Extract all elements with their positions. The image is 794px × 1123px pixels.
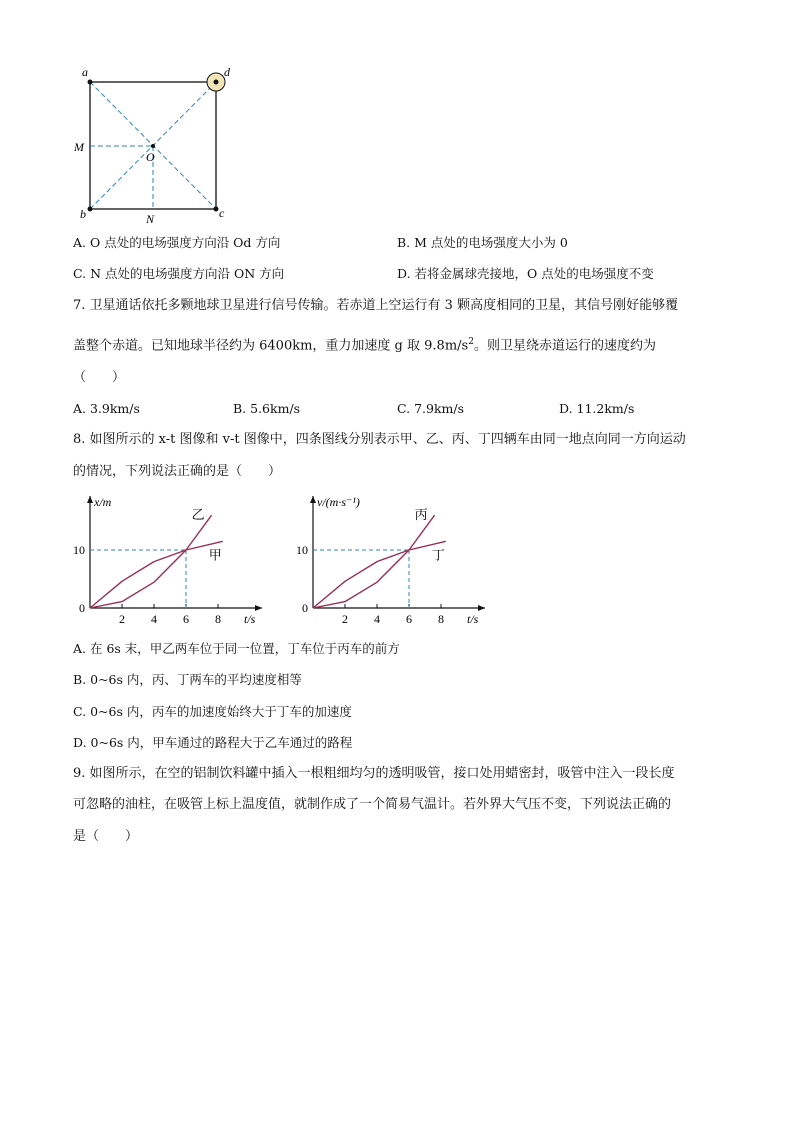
chart1-x-tick-label: 4 [374,612,380,626]
chart0-x-tick-label: 4 [151,612,157,626]
q6-option-c: C. N 点处的电场强度方向沿 ON 方向 [73,266,285,281]
chart1-x-tick-label: 2 [342,612,348,626]
q7-option-b: B. 5.6km/s [233,401,301,416]
chart0-series-0-line [90,515,212,608]
chart1-y-axis-label: v/(m·s⁻¹) [317,495,360,509]
chart0-x-tick-label: 8 [215,612,221,626]
chart1-x-tick-label: 8 [438,612,444,626]
chart0-y-axis-label: x/m [94,495,112,509]
point-b [88,207,93,212]
q8-stem-line-2: 的情况，下列说法正确的是（ ） [73,464,282,479]
chart0-x-tick-label: 6 [183,612,189,626]
q7-stem-line-2-end: 。则卫星绕赤道运行的速度约为 [473,338,656,354]
q9-stem-line-2: 可忽略的油柱，在吸管上标上温度值，就制作成了一个简易气温计。若外界大气压不变，下列说法正确的 [73,797,672,812]
q7-stem-line-1: 7. 卫星通话依托多颗地球卫星进行信号传输。若赤道上空运行有 3 颗高度相同的卫星，其信号刚好能够覆 [73,298,679,313]
q6-option-a: A. O 点处的电场强度方向沿 Od 方向 [73,235,281,250]
q9-stem-line-1: 9. 如图所示，在空的铝制饮料罐中插入一根粗细均匀的透明吸管，接口处用蜡密封，吸管中注入一段长度 [73,766,675,781]
chart1-origin-label: 0 [302,601,308,615]
label-d: d [224,65,230,79]
q8-option-b: B. 0~6s 内，丙、丁两车的平均速度相等 [73,672,302,687]
x-t-graph [70,490,275,630]
q9-stem-line-3: 是（ ） [73,829,139,844]
chart0-y-tick-label: 10 [73,543,85,557]
q7-option-d: D. 11.2km/s [559,401,635,416]
chart0-x-axis-label: t/s [244,612,256,626]
chart0-x-arrow [255,605,262,611]
label-c: c [219,206,225,220]
point-c [214,207,219,212]
chart0-x-tick-label: 2 [119,612,125,626]
chart0-series-1-line [90,541,223,608]
chart1-x-tick-label: 6 [406,612,412,626]
q8-option-a: A. 在 6s 末，甲乙两车位于同一位置，丁车位于丙车的前方 [73,641,400,656]
chart1-y-arrow [310,496,316,503]
label-M: M [74,140,84,154]
q8-option-c: C. 0~6s 内，丙车的加速度始终大于丁车的加速度 [73,704,352,719]
chart1-x-axis-label: t/s [467,612,479,626]
chart1-x-arrow [478,605,485,611]
point-a [88,80,93,85]
q6-option-d: D. 若将金属球壳接地，O 点处的电场强度不变 [397,266,654,281]
square-charge-figure [70,60,240,230]
q7-stem-line-2-text: 盖整个赤道。已知地球半径约为 6400km，重力加速度 g 取 9.8m/s [73,338,469,354]
q8-option-d: D. 0~6s 内，甲车通过的路程大于乙车通过的路程 [73,735,353,750]
v-t-graph [293,490,498,630]
q7-stem-line-2 [73,334,656,354]
point-d [214,80,219,85]
label-a: a [82,65,88,79]
chart0-y-arrow [87,496,93,503]
chart1-series-0-label: 丙 [414,507,428,523]
chart0-series-0-label: 乙 [191,507,205,523]
q8-stem-line-1: 8. 如图所示的 x-t 图像和 v-t 图像中，四条图线分别表示甲、乙、丙、丁四辆车由同一地点向同一方向运动 [73,432,686,447]
chart1-series-0-line [313,515,435,608]
label-N: N [146,212,155,226]
chart1-series-1-line [313,541,446,608]
q7-option-a: A. 3.9km/s [73,401,140,416]
label-b: b [80,207,86,221]
label-O: O [146,150,155,164]
q7-option-c: C. 7.9km/s [397,401,464,416]
chart1-y-tick-label: 10 [296,543,308,557]
q7-answer-brackets: （ ） [73,370,126,385]
q6-option-b: B. M 点处的电场强度大小为 0 [397,235,568,250]
point-O [151,144,155,148]
q7-stem-exponent: 2 [468,337,474,347]
chart1-series-1-label: 丁 [431,547,445,563]
chart0-origin-label: 0 [79,601,85,615]
chart0-series-1-label: 甲 [208,547,222,563]
